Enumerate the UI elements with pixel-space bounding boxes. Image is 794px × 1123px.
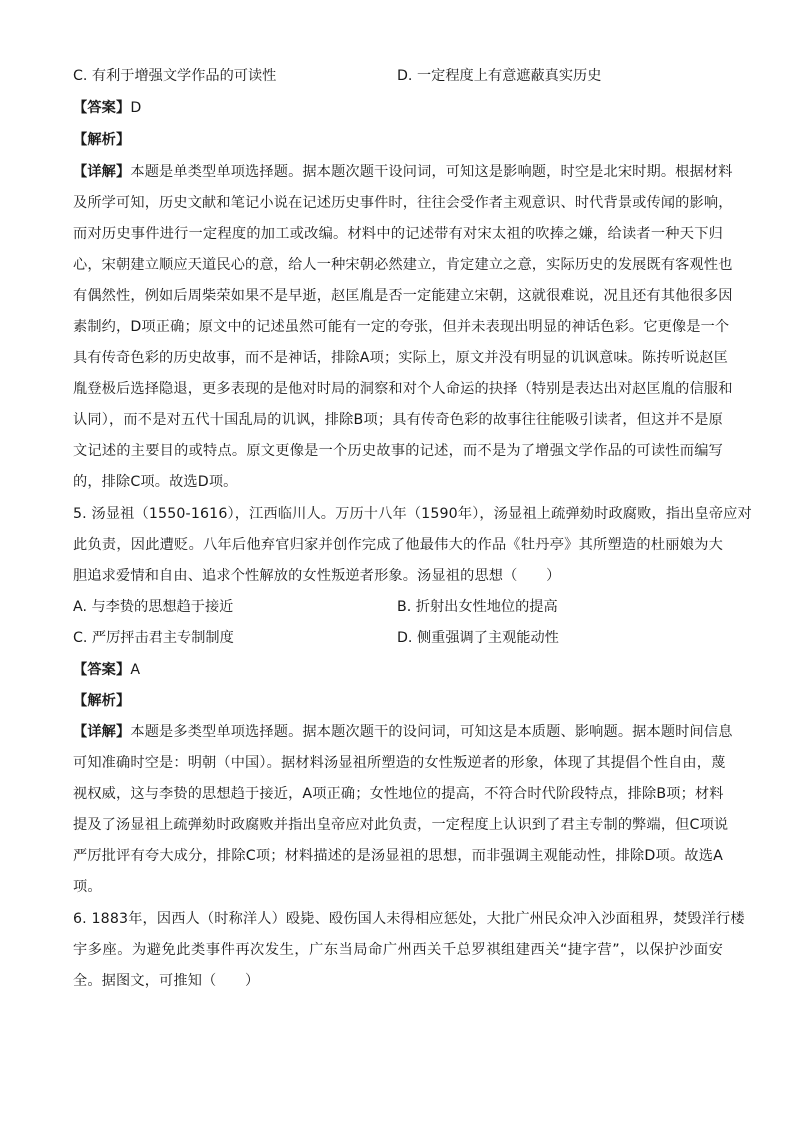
q5-explanation-line: 可知准确时空是：明朝（中国）。据材料汤显祖所塑造的女性叛逆者的形象，体现了其提倡个性自由，蔑 (73, 755, 726, 771)
q5-analysis-tag: 【解析】 (73, 693, 131, 709)
q5-option-a: A. 与李贽的思想趋于接近 (73, 599, 234, 615)
answer-tag: 【答案】 (73, 662, 131, 678)
q5-answer (73, 660, 723, 680)
q4-explanation-line: 文记述的主要目的或特点。原文更像是一个历史故事的记述，而不是为了增强文学作品的可读性而编写 (73, 443, 723, 459)
q4-explanation-line: 具有传奇色彩的历史故事，而不是神话，排除A项；实际上，原文并没有明显的讥讽意味。陈抟听说赵匡 (73, 350, 729, 366)
q5-option-b: B. 折射出女性地位的提高 (397, 599, 558, 615)
detail-tag: 【详解】 (73, 164, 131, 180)
q5-stem-line: 5. 汤显祖（1550-1616），江西临川人。万历十八年（1590年），汤显祖上疏弹劾时政腐败，指出皇帝应对 (73, 506, 752, 522)
q6-stem-line: 6. 1883年，因西人（时称洋人）殴毙、殴伤国人未得相应惩处，大批广州民众冲入沙面租界，焚毁洋行楼 (73, 911, 745, 927)
q4-explanation-line: 及所学可知，历史文献和笔记小说在记述历史事件时，往往会受作者主观意识、时代背景或传闻的影响， (73, 195, 733, 211)
q4-option-c: C. 有利于增强文学作品的可读性 (73, 68, 277, 84)
q5-explanation-line: 项。 (73, 879, 102, 895)
q5-option-c: C. 严厉抨击君主专制制度 (73, 630, 234, 646)
q6-stem-line: 宇多座。为避免此类事件再次发生，广东当局命广州西关千总罗祺组建西关“捷字营”，以保护沙面安 (73, 942, 723, 958)
q4-explanation-line: 认同），而不是对五代十国乱局的讥讽，排除B项；具有传奇色彩的故事往往能吸引读者，但这并不是原 (73, 412, 723, 428)
q4-answer (73, 98, 723, 118)
q4-explanation-line: 而对历史事件进行一定程度的加工或改编。材料中的记述带有对宋太祖的吹捧之嫌，给读者一种天下归 (73, 226, 723, 242)
q5-explanation-line: 提及了汤显祖上疏弹劾时政腐败并指出皇帝应对此负责，一定程度上认识到了君主专制的弊端，但C项说 (73, 817, 729, 833)
answer-value: D (130, 100, 142, 116)
explanation-text: 本题是单类型单项选择题。据本题次题干设问词，可知这是影响题，时空是北宋时期。根据材料 (130, 164, 733, 180)
q4-explanation-line: 有偶然性，例如后周柴荣如果不是早逝，赵匡胤是否一定能建立宋朝，这就很难说，况且还有其他很多因 (73, 288, 733, 304)
q4-explanation-line: 素制约，D项正确；原文中的记述虽然可能有一定的夸张，但并未表现出明显的神话色彩。它更像是一个 (73, 319, 730, 335)
detail-tag: 【详解】 (73, 724, 131, 740)
q4-explanation-line: 的，排除C项。故选D项。 (73, 474, 238, 490)
q4-explanation-line: 心，宋朝建立顺应天道民心的意，给人一种宋朝必然建立，肯定建立之意，实际历史的发展既有客观性也 (73, 257, 733, 273)
q4-analysis-tag: 【解析】 (73, 132, 131, 148)
answer-value: A (130, 662, 141, 678)
q5-stem-line: 此负责，因此遭贬。八年后他弃官归家并创作完成了他最伟大的作品《牡丹亭》其所塑造的杜丽娘为大 (73, 537, 723, 553)
q4-option-d: D. 一定程度上有意遮蔽真实历史 (397, 68, 602, 84)
q5-stem-line: 胆追求爱情和自由、追求个性解放的女性叛逆者形象。汤显祖的思想（ ） (73, 568, 561, 584)
q6-stem-line: 全。据图文，可推知（ ） (73, 973, 260, 989)
q5-explanation-line: 视权威，这与李贽的思想趋于接近，A项正确；女性地位的提高，不符合时代阶段特点，排除B项；材料 (73, 786, 724, 802)
q5-option-d: D. 侧重强调了主观能动性 (397, 630, 559, 646)
answer-tag: 【答案】 (73, 100, 131, 116)
q4-explanation-line (73, 162, 733, 182)
explanation-text: 本题是多类型单项选择题。据本题次题干的设问词，可知这是本质题、影响题。据本题时间信息 (130, 724, 733, 740)
q5-explanation-line: 严厉批评有夸大成分，排除C项；材料描述的是汤显祖的思想，而非强调主观能动性，排除D项。故选A (73, 848, 723, 864)
q5-explanation-line (73, 722, 733, 742)
q4-explanation-line: 胤登极后选择隐退，更多表现的是他对时局的洞察和对个人命运的抉择（特别是表达出对赵匡胤的信服和 (73, 381, 733, 397)
